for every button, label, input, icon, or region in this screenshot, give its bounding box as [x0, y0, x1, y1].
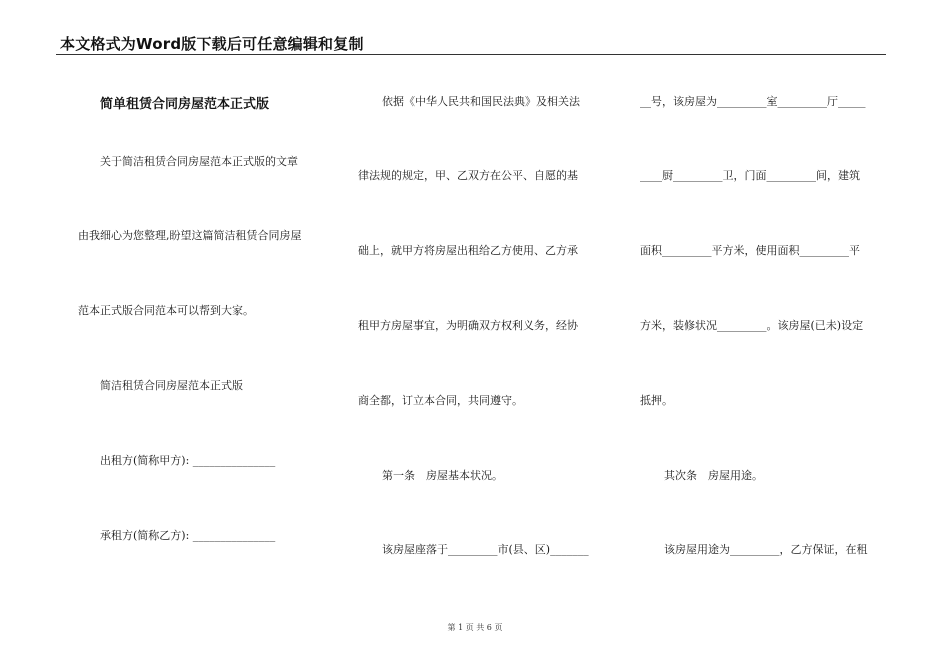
paragraph-line: ____厨_________卫，门面_________间，建筑: [640, 169, 860, 182]
section-heading: 第一条 房屋基本状况。: [382, 469, 503, 482]
paragraph-line: 方米，装修状况_________。该房屋(已未)设定: [640, 319, 864, 332]
paragraph-line: 抵押。: [640, 394, 673, 407]
paragraph-line: 简洁租赁合同房屋范本正式版: [100, 379, 243, 392]
document-title: 简单租赁合同房屋范本正式版: [100, 97, 270, 112]
paragraph-line: 该房屋座落于_________市(县、区)_______: [382, 543, 589, 556]
page-number: 第 1 页 共 6 页: [447, 623, 503, 632]
paragraph-line: 面积_________平方米，使用面积_________平: [640, 244, 860, 257]
paragraph-line: 依据《中华人民共和国民法典》及相关法: [382, 95, 580, 108]
paragraph-line: 由我细心为您整理,盼望这篇简洁租赁合同房屋: [78, 229, 302, 242]
paragraph-line: 律法规的规定，甲、乙双方在公平、自愿的基: [358, 169, 578, 182]
lessor-field: 出租方(简称甲方): _______________: [100, 454, 276, 467]
header-rule: [56, 54, 886, 55]
paragraph-line: 础上，就甲方将房屋出租给乙方使用、乙方承: [358, 244, 578, 257]
paragraph-line: __号，该房屋为_________室_________厅_____: [640, 95, 866, 108]
paragraph-line: 该房屋用途为_________，乙方保证，在租: [664, 543, 868, 556]
paragraph-line: 关于简洁租赁合同房屋范本正式版的文章: [100, 155, 298, 168]
paragraph-line: 范本正式版合同范本可以帮到大家。: [78, 304, 254, 317]
lessee-field: 承租方(简称乙方): _______________: [100, 529, 276, 542]
section-heading: 其次条 房屋用途。: [664, 469, 763, 482]
paragraph-line: 租甲方房屋事宜，为明确双方权利义务，经协: [358, 319, 578, 332]
paragraph-line: 商全都，订立本合同，共同遵守。: [358, 394, 523, 407]
header-title: 本文格式为Word版下载后可任意编辑和复制: [60, 35, 364, 53]
